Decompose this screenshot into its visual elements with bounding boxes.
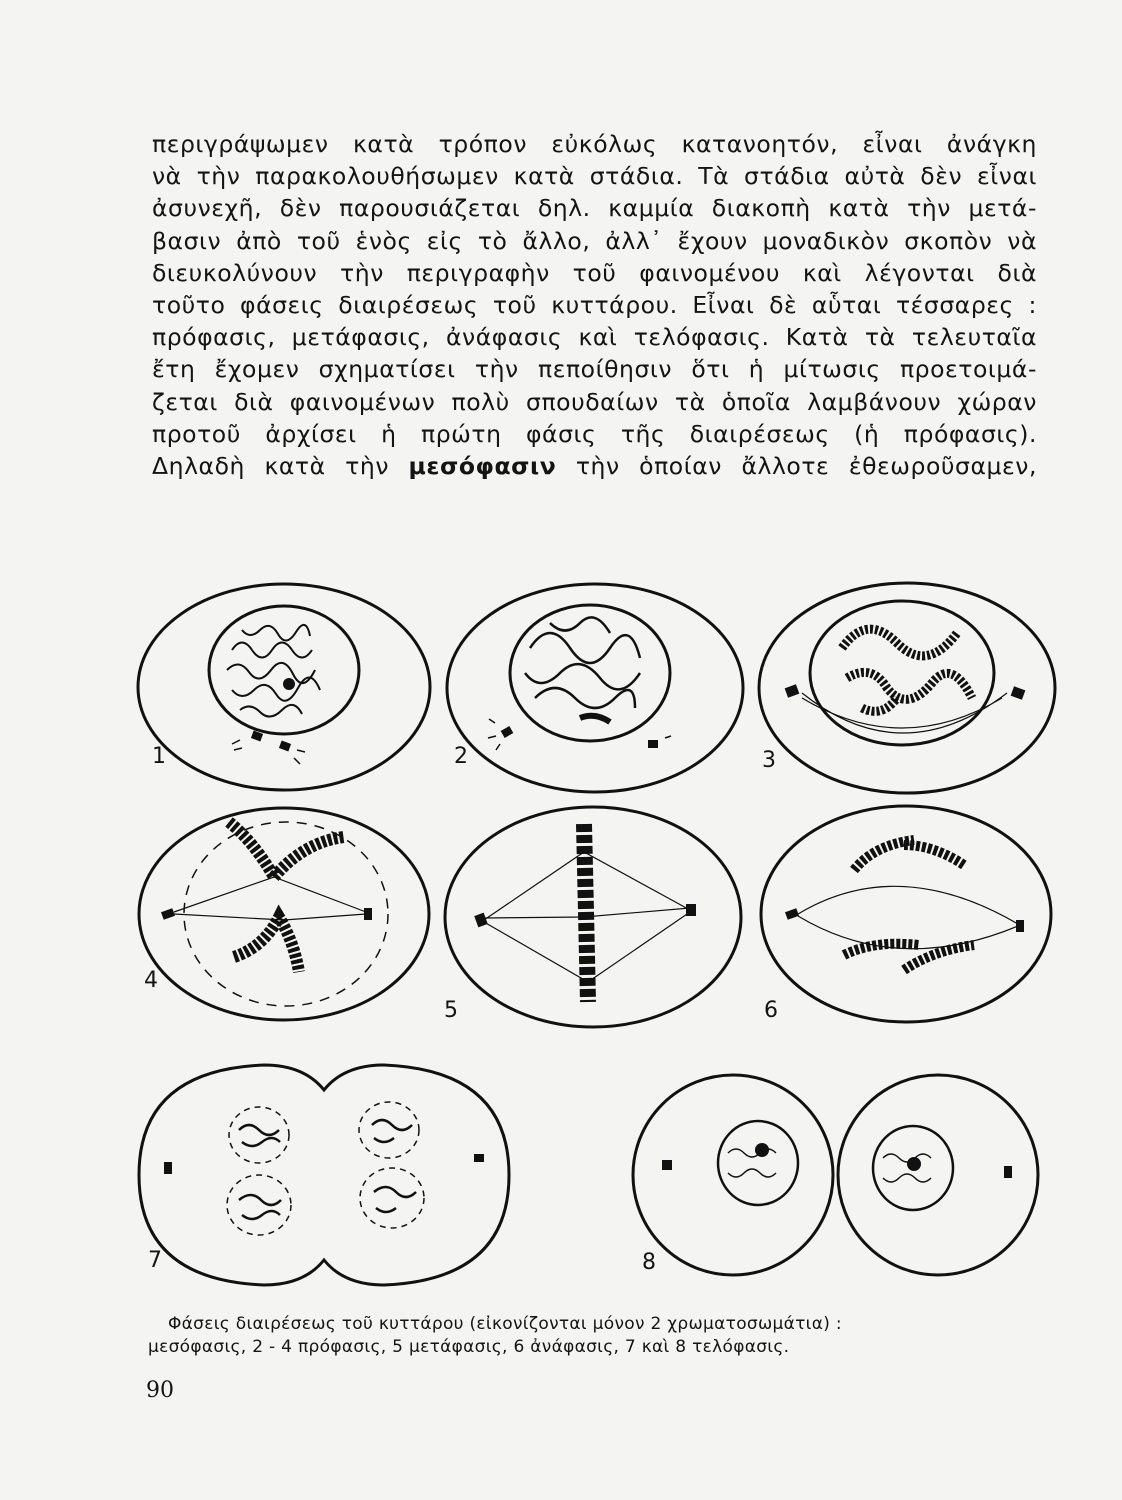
bold-term: μεσόφασιν [408,452,557,481]
figure-number: 5 [444,998,458,1023]
text-segment: τὴν ὁποίαν ἄλλοτε ἐθεωροῦσαμεν, [575,452,1037,481]
cell-7-telophase [134,1060,524,1290]
figure-number: 3 [762,748,776,773]
figure-number: 4 [144,968,158,993]
text-line: ἀσυνεχῆ, δὲν παρουσιάζεται δηλ. καμμία διακοπὴ κατὰ τὴν μετά- [152,194,1037,223]
figure-caption [148,1313,1048,1359]
text-line: βασιν ἀπὸ τοῦ ἑνὸς εἰς τὸ ἄλλο, ἀλλ᾽ ἔχουν μοναδικὸν σκοπὸν νὰ [152,226,1037,255]
caption-line: μεσόφασις, 2 - 4 πρόφασις, 5 μετάφασις, 6 ἀνάφασις, 7 καὶ 8 τελόφασις. [148,1337,790,1357]
body-paragraph [152,128,1037,482]
cell-1-interphase [132,580,437,795]
cell-4-prometaphase [134,802,439,1027]
caption-line: Φάσεις διαιρέσεως τοῦ κυττάρου (εἰκονίζονται μόνον 2 χρωματοσωμάτια) : [168,1314,842,1334]
text-line: πρόφασις, μετάφασις, ἀνάφασις καὶ τελόφασις. Κατὰ τὰ τελευταῖα [152,323,1037,352]
text-line: διευκολύνουν τὴν περιγραφὴν τοῦ φαινομένου καὶ λέγονται διὰ [152,258,1037,287]
figure-number: 6 [764,998,778,1023]
text-line: ἔτη ἔχομεν σχηματίσει τὴν πεποίθησιν ὅτι ἡ μίτωσις προετοιμά- [152,355,1037,384]
figure-number: 2 [454,744,468,769]
text-line: νὰ τὴν παρακολουθήσωμεν κατὰ στάδια. Τὰ στάδια αὐτὰ δὲν εἶναι [152,162,1037,191]
cell-2-prophase [440,578,750,798]
text-segment: Δηλαδὴ κατὰ τὴν [152,452,389,481]
cell-5-metaphase [438,802,748,1032]
cell-8-telophase [628,1068,1048,1283]
text-line-last [152,450,1037,482]
figure-number: 1 [152,744,166,769]
text-line: ζεται διὰ φαινομένων πολὺ σπουδαίων τὰ ὁποῖα λαμβάνουν χώραν [152,387,1037,416]
cell-6-anaphase [754,800,1064,1028]
text-line: προτοῦ ἀρχίσει ἡ πρώτη φάσις τῆς διαιρέσεως (ἡ πρόφασις). [152,419,1037,448]
text-line: περιγράψωμεν κατὰ τρόπον εὐκόλως κατανοητόν, εἶναι ἀνάγκη [152,130,1037,158]
figure-number: 8 [642,1250,656,1275]
figure-number: 7 [148,1248,162,1273]
cell-3-prophase [752,578,1062,798]
text-line: τοῦτο φάσεις διαιρέσεως τοῦ κυττάρου. Εἶναι δὲ αὗται τέσσαρες : [152,291,1037,320]
mitosis-figure [120,570,1060,1290]
page-number: 90 [146,1378,174,1403]
